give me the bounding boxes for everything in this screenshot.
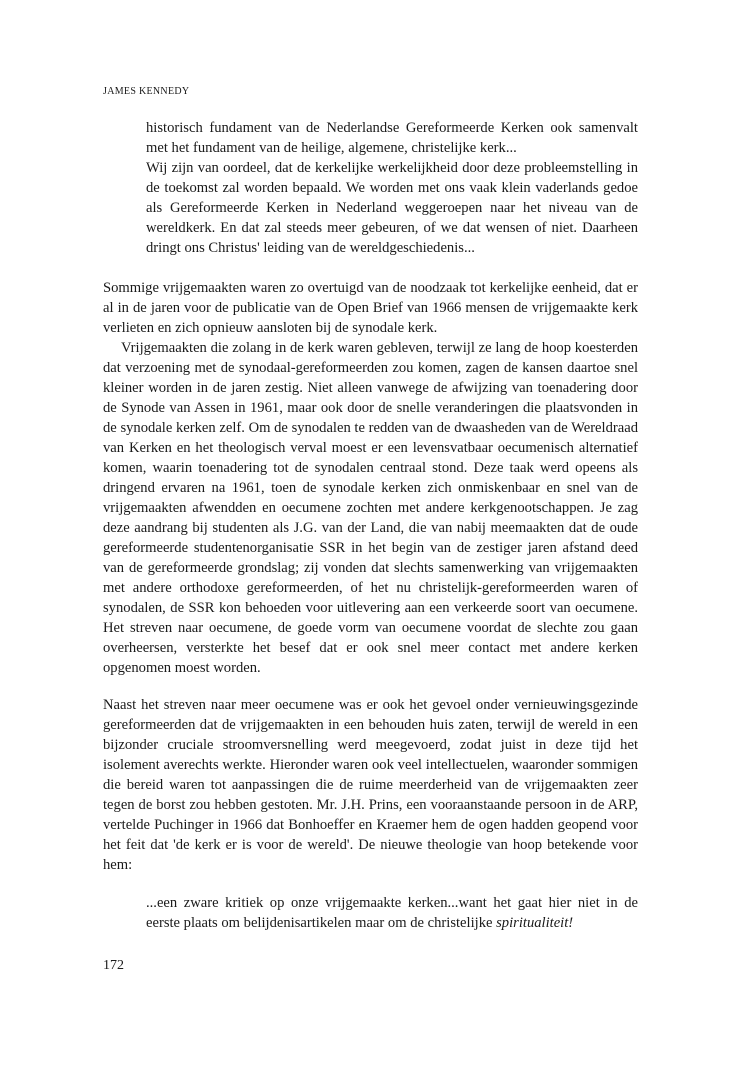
- page-body: [103, 118, 638, 933]
- body-paragraph-2: Vrijgemaakten die zolang in de kerk waren gebleven, terwijl ze lang de hoop koesterden dat verzoening met de synodaal-gereformeerden zou komen, zagen de kansen daartoe snel kleiner worden in de jaren zestig. Niet alleen vanwege de afwijzing van toenadering door de Synode van Assen in 1961, maar ook door de snelle veranderingen die plaatsvonden in de synodale kerken zelf. Om de synodalen te redden van de dwaasheden van de Wereldraad van Kerken en het theologisch verval moest er een levensvatbaar oecumenisch alternatief komen, waarin toenadering tot de synodalen centraal stond. Deze taak werd opeens als dringend ervaren na 1961, toen de synodale kerken zich onmiskenbaar en snel van de vrijgemaakten afwendden en oecumene zochten met andere kerkgenootschappen. Je zag deze aandrang bij studenten als J.G. van der Land, die van nabij meemaakten dat de oude gereformeerde studentenorganisatie SSR in het begin van de zestiger jaren afstand deed van de gereformeerde grondslag; zij vonden dat slechts samenwerking van vrijgemaakten met andere orthodoxe gereformeerden, of het nu christelijk-gereformeerden waren of synodalen, de SSR kon behoeden voor uitlevering aan een verkeerde soort van oecumene. Het streven naar oecumene, de goede vorm van oecumene voordat de slechte zou gaan overheersen, versterkte het besef dat er ook snel meer contact met andere kerken opgenomen moest worden.: [103, 340, 638, 676]
- quote-emphasis: spiritualiteit!: [496, 915, 574, 931]
- body-paragraph-3: Naast het streven naar meer oecumene was er ook het gevoel onder vernieuwingsgezinde gereformeerden dat de vrijgemaakten in een behouden huis zaten, terwijl de wereld in een bijzonder cruciale stroomversnelling werd meegevoerd, zodat juist in deze tijd het isolement averechts werkte. Hieronder waren ook veel intellectuelen, waaronder sommigen die bereid waren tot aanpassingen die de ruime meerderheid van de vrijgemaakten zeer tegen de borst zou hebben gestoten. Mr. J.H. Prins, een vooraanstaande persoon in de ARP, vertelde Puchinger in 1966 dat Bonhoeffer en Kraemer hem de ogen hadden geopend voor het feit dat 'de kerk er is voor de wereld'. De nieuwe theologie van hoop betekende voor hem:: [103, 697, 638, 873]
- block-quote-1: [146, 118, 638, 258]
- quote-paragraph-1: historisch fundament van de Nederlandse Gereformeerde Kerken ook samenvalt met het fundament van de heilige, algemene, christelijke kerk...: [146, 120, 638, 156]
- running-head: JAMES KENNEDY: [103, 86, 190, 97]
- block-quote-2: [146, 893, 638, 933]
- quote-text: ...een zware kritiek op onze vrijgemaakte kerken...want het gaat hier niet in de eerste plaats om belijdenisartikelen maar om de christelijke: [146, 895, 638, 931]
- body-paragraph-1: Sommige vrijgemaakten waren zo overtuigd van de noodzaak tot kerkelijke eenheid, dat er al in de jaren voor de publicatie van de Open Brief van 1966 mensen de vrijgemaakte kerk verlieten en zich opnieuw aansloten bij de synodale kerk.: [103, 280, 638, 336]
- page-number: 172: [103, 958, 124, 973]
- quote-paragraph-2: Wij zijn van oordeel, dat de kerkelijke werkelijkheid door deze probleemstelling in de toekomst zal worden bepaald. We worden met ons vaak klein vaderlands gedoe als Gereformeerde Kerken in Nederland weggeroepen naar het niveau van de wereldkerk. En dat zal steeds meer gebeuren, of we dat wensen of niet. Daarheen dringt ons Christus' leiding van de wereldgeschiedenis...: [146, 160, 638, 256]
- quote-paragraph-3: [146, 893, 638, 933]
